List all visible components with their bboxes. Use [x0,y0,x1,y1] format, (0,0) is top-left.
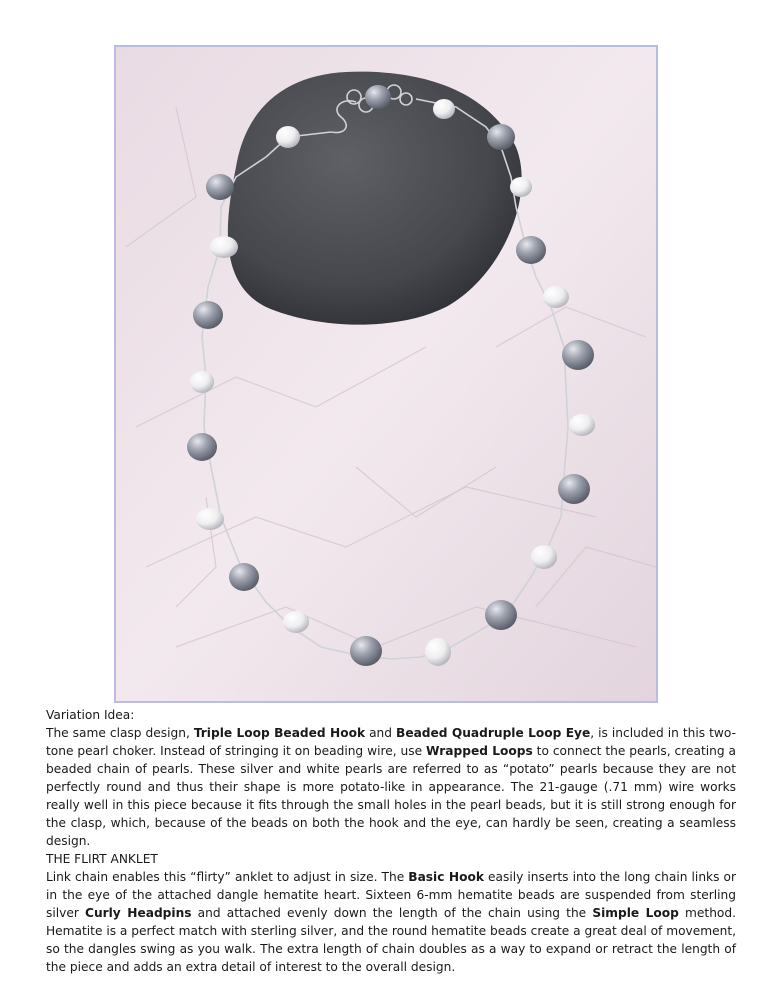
text-run: and attached evenly down the length of the chain using the [191,906,593,920]
bold-term: Simple Loop [592,906,679,920]
necklace-photo [114,45,658,703]
text-run: and [365,726,397,740]
bold-term: Wrapped Loops [426,744,533,758]
bold-term: Beaded Quadruple Loop Eye [396,726,591,740]
flirt-heading: THE FLIRT ANKLET [46,852,158,866]
text-run: , is included in this two-tone pearl choker. Instead of stringing it on beading wire, use [46,726,736,758]
article-text [46,706,736,976]
text-run: to connect the pearls, creating a beaded chain of pearls. These silver and white pearls are referred to as “potato” pearls because they are not perfectly round and thus their shape is more potato-like in appearance. The 21-gauge (.71 mm) wire works really well in this piece because it fits through the small holes in the pearl beads, but it is still strong enough for the clasp, which, because of the beads on both the hook and the eye, can hardly be seen, creating a seamless design. [46,744,736,848]
bold-term: Curly Headpins [85,906,192,920]
text-run: easily inserts into the long chain links or in the eye of the attached dangle hematite heart. Sixteen 6-mm hematite beads are suspended from sterling silver [46,870,736,920]
text-run: The same clasp design, [46,726,194,740]
necklace-illustration [116,47,656,701]
variation-paragraph [46,724,736,850]
text-run: method. Hematite is a perfect match with sterling silver, and the round hematite beads create a great deal of movement, so the dangles swing as you walk. The extra length of chain doubles as a way to expand or retract the length of the piece and adds an extra detail of interest to the overall design. [46,906,736,974]
bold-term: Basic Hook [408,870,484,884]
flirt-paragraph [46,868,736,976]
text-run: Link chain enables this “flirty” anklet to adjust in size. The [46,870,409,884]
variation-heading: Variation Idea: [46,708,135,722]
bold-term: Triple Loop Beaded Hook [193,726,366,740]
